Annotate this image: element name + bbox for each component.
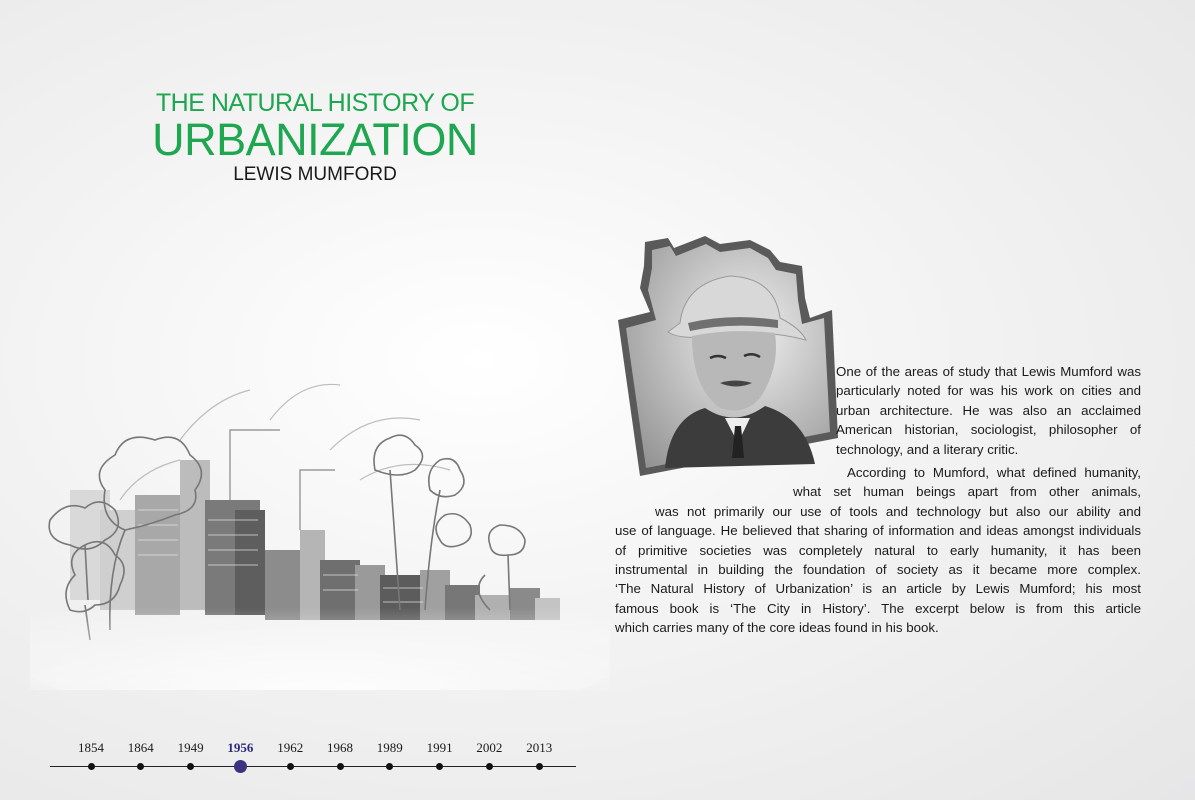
timeline-dot-1991[interactable]	[436, 763, 443, 770]
bio-paragraph-2	[615, 463, 1141, 638]
timeline-dot-1949[interactable]	[187, 763, 194, 770]
title-main: URBANIZATION	[152, 114, 478, 165]
bio-line: of primitive societies was completely natural to early humanity, it has been	[615, 542, 1141, 558]
timeline-year-2013[interactable]: 2013	[526, 740, 553, 755]
timeline-year-2002[interactable]: 2002	[476, 740, 503, 755]
timeline-dot-1854[interactable]	[88, 763, 95, 770]
timeline-year-1989[interactable]: 1989	[376, 740, 403, 755]
bio-line: ‘The Natural History of Urbanization’ is an article by Lewis Mumford; his most	[615, 581, 1141, 597]
timeline-dot-1989[interactable]	[386, 763, 393, 770]
timeline-year-1968[interactable]: 1968	[327, 740, 353, 755]
title-block	[110, 88, 520, 188]
bio-paragraph-1-text: One of the areas of study that Lewis Mumford was particularly noted for was his work on cities and urban architecture. He was also an acclaimed American historian, sociologist, philosopher of technology, and a literary critic.	[836, 364, 1141, 457]
bio-line: which carries many of the core ideas found in his book.	[615, 620, 939, 636]
bio-line: was not primarily our use of tools and technology but also our ability and	[655, 503, 1141, 519]
bio-line: use of language. He believed that sharing of information and ideas amongst individuals	[615, 523, 1141, 539]
timeline-dot-1956[interactable]	[234, 760, 247, 773]
timeline-dot-2002[interactable]	[486, 763, 493, 770]
bio-line: what set human beings apart from other animals,	[793, 484, 1141, 500]
lewis-mumford-portrait	[610, 228, 840, 478]
timeline-dot-1864[interactable]	[137, 763, 144, 770]
timeline-year-1962[interactable]: 1962	[277, 740, 304, 755]
author-name: LEWIS MUMFORD	[233, 164, 397, 185]
timeline-year-1949[interactable]: 1949	[177, 740, 204, 755]
bio-line: instrumental in building the foundation of society as it became more complex.	[615, 562, 1141, 578]
bio-paragraph-1	[836, 362, 1141, 459]
timeline	[50, 738, 580, 778]
timeline-axis	[50, 766, 576, 767]
timeline-year-1864[interactable]: 1864	[127, 740, 154, 755]
timeline-dot-1968[interactable]	[337, 763, 344, 770]
bio-line: famous book is ‘The City in History’. The excerpt below is from this article	[615, 600, 1141, 616]
title-line-1: THE NATURAL HISTORY OF	[155, 89, 475, 117]
timeline-dot-2013[interactable]	[536, 763, 543, 770]
timeline-dot-1962[interactable]	[287, 763, 294, 770]
timeline-year-1854[interactable]: 1854	[78, 740, 104, 755]
timeline-year-1956[interactable]: 1956	[227, 740, 254, 755]
city-sketch-illustration	[30, 360, 610, 690]
timeline-year-1991[interactable]: 1991	[426, 740, 453, 755]
bio-line: According to Mumford, what defined humanity,	[847, 465, 1141, 480]
